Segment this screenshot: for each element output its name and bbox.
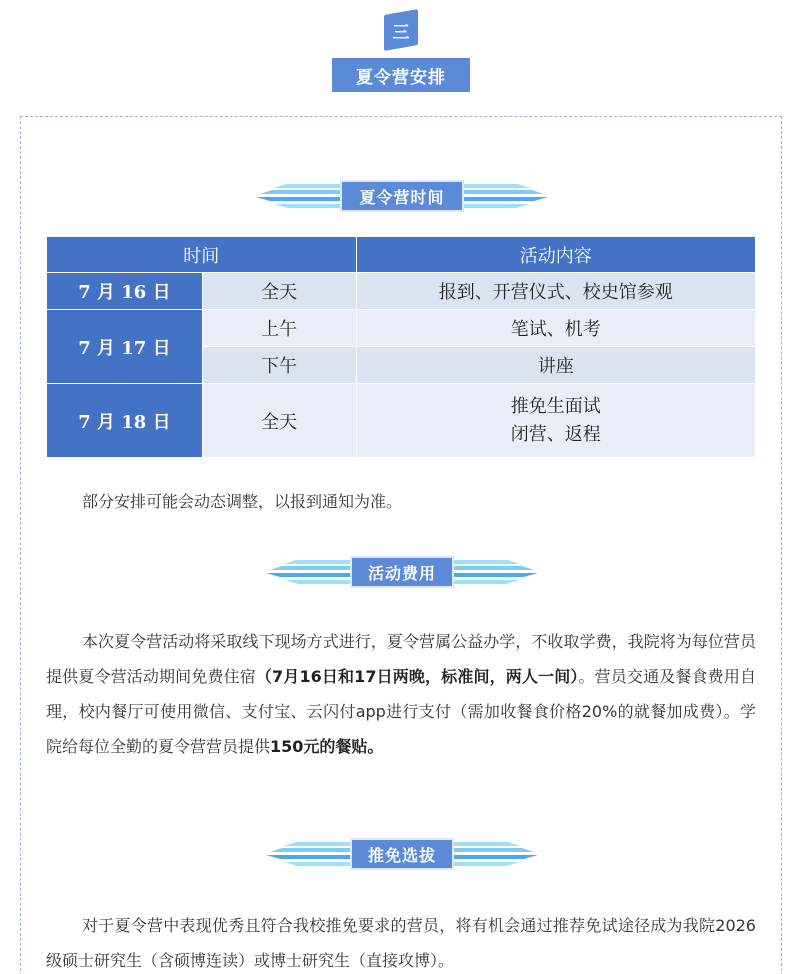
- subhead-selection-label: 推免选拔: [350, 838, 454, 870]
- content-cell: 讲座: [356, 347, 755, 384]
- fees-text-1: 本次夏令营活动将采取线下现场方式进行，夏令营属公益办学，不收取学费，我院将为每位营员提供夏令营活动期间免费住宿: [46, 632, 756, 686]
- left-wing-icon: [256, 180, 340, 212]
- right-wing-icon: [454, 838, 538, 870]
- date-cell: 7 月 16 日: [47, 273, 203, 310]
- section-number: 三: [392, 22, 410, 43]
- left-wing-icon: [266, 838, 350, 870]
- table-row: [47, 273, 756, 310]
- section-number-badge: [384, 12, 418, 48]
- fees-text-2: 。营员交通及餐食费用自理，校内餐厅可使用微信、支付宝、云闪付app进行支付（需加收餐食价格20%的就餐加成费）。学院给每位全勤的夏令营营员提供: [46, 667, 756, 756]
- period-cell: 上午: [202, 310, 356, 347]
- subhead-schedule-label: 夏令营时间: [340, 180, 464, 212]
- schedule-note: 部分安排可能会动态调整，以报到通知为准。: [82, 492, 403, 511]
- period-cell: 全天: [202, 273, 356, 310]
- table-header-content: 活动内容: [356, 237, 755, 273]
- fees-bold-2: 150元的餐贴。: [270, 737, 384, 756]
- subhead-schedule: [256, 180, 548, 212]
- right-wing-icon: [464, 180, 548, 212]
- left-wing-icon: [266, 556, 350, 588]
- subhead-fees: [266, 556, 538, 588]
- section-title: 夏令营安排: [332, 58, 470, 92]
- content-line: 推免生面试: [510, 395, 601, 417]
- date-cell: 7 月 18 日: [47, 384, 203, 458]
- table-header-time: 时间: [47, 237, 357, 273]
- content-cell: [356, 384, 755, 458]
- content-cell: 笔试、机考: [356, 310, 755, 347]
- fees-paragraph: [46, 624, 756, 764]
- period-cell: 全天: [202, 384, 356, 458]
- table-row: [47, 310, 756, 347]
- content-cell: 报到、开营仪式、校史馆参观: [356, 273, 755, 310]
- subhead-selection: [266, 838, 538, 870]
- date-cell: 7 月 17 日: [47, 310, 203, 384]
- selection-paragraph: 对于夏令营中表现优秀且符合我校推免要求的营员，将有机会通过推荐免试途径成为我院2026级硕士研究生（含硕博连读）或博士研究生（直接攻博）。: [46, 916, 756, 970]
- period-cell: 下午: [202, 347, 356, 384]
- right-wing-icon: [454, 556, 538, 588]
- subhead-fees-label: 活动费用: [350, 556, 454, 588]
- schedule-table: [46, 236, 756, 458]
- fees-bold-1: （7月16日和17日两晚，标准间，两人一间）: [255, 667, 579, 686]
- table-row: [47, 384, 756, 458]
- content-line: 闭营、返程: [510, 423, 601, 445]
